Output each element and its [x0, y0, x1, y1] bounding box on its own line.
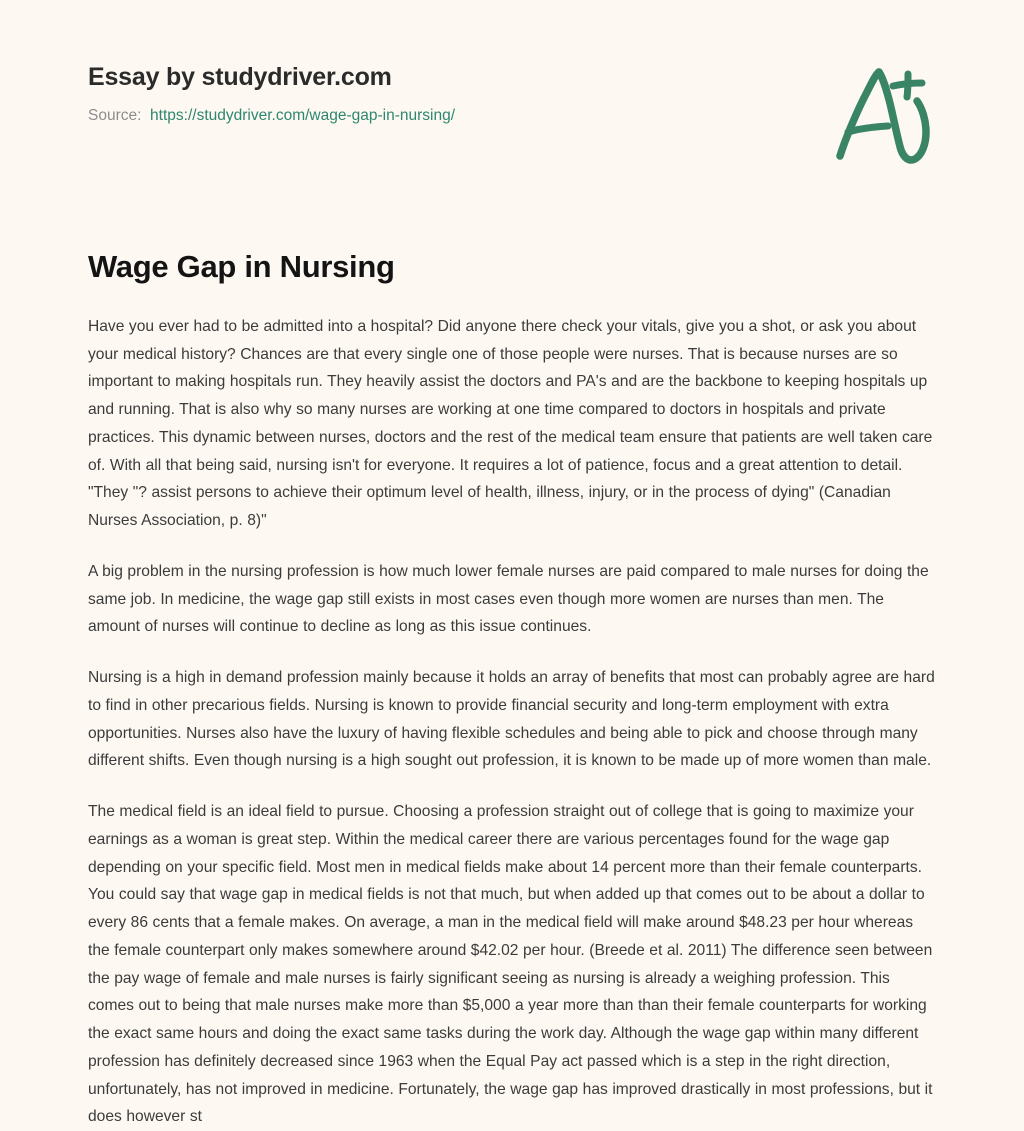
- document-header: [0, 0, 1024, 200]
- a-plus-logo[interactable]: [812, 56, 942, 174]
- page-title: Wage Gap in Nursing: [88, 249, 395, 284]
- source-line: [88, 106, 788, 126]
- essay-attribution: Essay by studydriver.com: [88, 63, 392, 91]
- source-label: Source:: [88, 107, 142, 124]
- header-text-block: [88, 62, 788, 126]
- article-paragraph: Nursing is a high in demand profession mainly because it holds an array of benefits that most can probably agree are hard to find in other precarious fields. Nursing is known to provide financial security and long-term employment with extra opportunities. Nurses also have the luxury of having flexible schedules and being able to pick and choose through many different shifts. Even though nursing is a high sought out profession, it is known to be made up of more women than male.: [88, 669, 935, 770]
- article-container: [88, 248, 938, 1131]
- article-body: [88, 313, 938, 1131]
- article-paragraph: A big problem in the nursing profession is how much lower female nurses are paid compared to male nurses for doing the same job. In medicine, the wage gap still exists in most cases even though more women are nurses than men. The amount of nurses will continue to decline as long as this issue continues.: [88, 562, 929, 636]
- source-url-link[interactable]: https://studydriver.com/wage-gap-in-nursing/: [150, 107, 456, 124]
- article-paragraph: The medical field is an ideal field to pursue. Choosing a profession straight out of college that is going to maximize your earnings as a woman is great step. Within the medical career there are various percentages found for the wage gap depending on your specific field. Most men in medical fields make about 14 percent more than their female counterparts. You could say that wage gap in medical fields is not that much, but when added up that comes out to be about a dollar to every 86 cents that a female makes. On average, a man in the medical field will make around $48.23 per hour whereas the female counterpart only makes somewhere around $42.02 per hour. (Breede et al. 2011) The difference seen between the pay wage of female and male nurses is fairly significant seeing as nursing is already a weighing profession. This comes out to being that male nurses make more than $5,000 a year more than than their female counterparts for working the exact same hours and doing the exact same tasks during the work day. Although the wage gap within many different profession has definitely decreased since 1963 when the Equal Pay act passed which is a step in the right direction, unfortunately, has not improved in medicine. Fortunately, the wage gap has improved drastically in most professions, but it does however st: [88, 803, 933, 1126]
- article-paragraph: Have you ever had to be admitted into a hospital? Did anyone there check your vitals, give you a shot, or ask you about your medical history? Chances are that every single one of those people were nurses. That is because nurses are so important to making hospitals run. They heavily assist the doctors and PA's and are the backbone to keeping hospitals up and running. That is also why so many nurses are working at one time compared to doctors in hospitals and private practices. This dynamic between nurses, doctors and the rest of the medical team ensure that patients are well taken care of. With all that being said, nursing isn't for everyone. It requires a lot of patience, focus and a great attention to detail. "They "? assist persons to achieve their optimum level of health, illness, injury, or in the process of dying" (Canadian Nurses Association, p. 8)": [88, 317, 933, 529]
